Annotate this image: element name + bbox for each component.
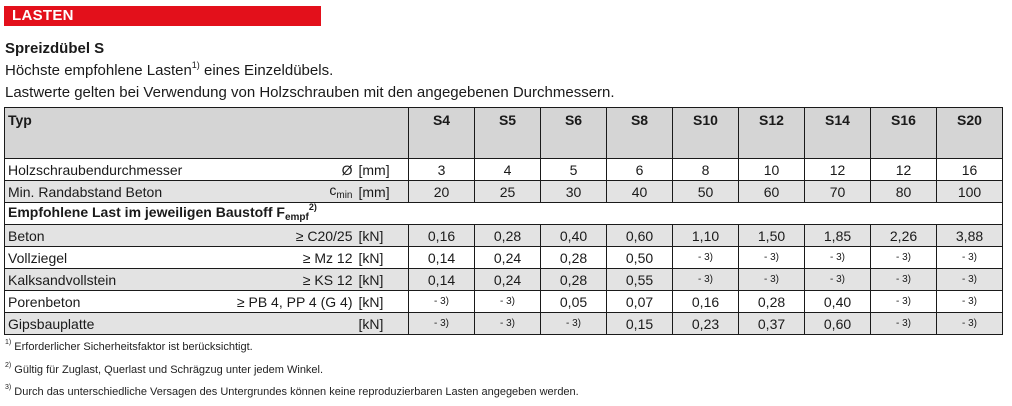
value-cell: - 3) [937, 313, 1003, 335]
value-cell: 40 [607, 181, 673, 203]
value-cell: 0,14 [409, 269, 475, 291]
condition-subscript: min [336, 190, 353, 201]
value-cell: - 3) [739, 247, 805, 269]
table-header-row [5, 108, 1003, 159]
value-cell: - 3) [673, 247, 739, 269]
row-condition [225, 225, 356, 247]
table-row [5, 225, 1003, 247]
value-cell: 30 [541, 181, 607, 203]
subtitle-rest: eines Einzeldübels. [199, 62, 334, 79]
value-cell: 3,88 [937, 225, 1003, 247]
value-cell: 8 [673, 159, 739, 181]
condition-text: c [329, 182, 337, 198]
value-cell: - 3) [409, 313, 475, 335]
subtitle-text: Höchste empfohlene Lasten [5, 62, 192, 79]
row-unit: [kN] [356, 291, 409, 313]
table-row [5, 269, 1003, 291]
section-subscript: empf [284, 212, 309, 223]
footnote-2 [5, 364, 323, 376]
value-cell: 0,40 [805, 291, 871, 313]
footnote-ref: 1) [191, 60, 200, 70]
value-cell: - 3) [871, 269, 937, 291]
value-cell: 0,05 [541, 291, 607, 313]
size-header-s14: S14 [805, 108, 871, 159]
size-header-s6: S6 [541, 108, 607, 159]
value-cell: 50 [673, 181, 739, 203]
size-header-s8: S8 [607, 108, 673, 159]
footnote-text: Durch das unterschiedliche Versagen des Untergrundes können keine reproduzierbaren Lasten angegeben werden. [11, 386, 579, 398]
value-cell: 0,23 [673, 313, 739, 335]
value-cell: 0,15 [607, 313, 673, 335]
condition-text: ≥ Mz 12 [302, 249, 353, 266]
value-cell: 0,28 [475, 225, 541, 247]
value-cell: 20 [409, 181, 475, 203]
value-cell: 0,16 [673, 291, 739, 313]
row-label: Vollziegel [5, 247, 225, 269]
row-unit: [mm] [356, 181, 409, 203]
section-header [5, 203, 1003, 225]
value-cell: 0,14 [409, 247, 475, 269]
value-cell: 0,24 [475, 247, 541, 269]
table-row [5, 159, 1003, 181]
row-label: Porenbeton [5, 291, 225, 313]
row-condition [225, 181, 356, 203]
value-cell: 12 [805, 159, 871, 181]
section-footnote-ref: 2) [308, 202, 317, 212]
value-cell: 80 [871, 181, 937, 203]
row-condition [225, 269, 356, 291]
subtitle [5, 62, 333, 79]
value-cell: - 3) [937, 269, 1003, 291]
load-table [4, 107, 1003, 335]
value-cell: 0,37 [739, 313, 805, 335]
row-label: Beton [5, 225, 225, 247]
table-row [5, 313, 1003, 335]
table-row [5, 291, 1003, 313]
value-cell: 1,10 [673, 225, 739, 247]
row-condition [225, 247, 356, 269]
condition-text: ≥ PB 4, PP 4 (G 4) [236, 293, 353, 310]
value-cell: 2,26 [871, 225, 937, 247]
row-label: Min. Randabstand Beton [5, 181, 225, 203]
footnote-text: Gültig für Zuglast, Querlast und Schrägzug unter jedem Winkel. [11, 364, 324, 376]
value-cell: 5 [541, 159, 607, 181]
footnote-mark: 2) [5, 362, 12, 369]
footnote-mark: 1) [5, 339, 12, 346]
row-label: Kalksandvollstein [5, 269, 225, 291]
size-header-s10: S10 [673, 108, 739, 159]
value-cell: 1,50 [739, 225, 805, 247]
type-header: Typ [5, 108, 409, 159]
row-condition [225, 313, 356, 335]
value-cell: 0,24 [475, 269, 541, 291]
value-cell: 3 [409, 159, 475, 181]
size-header-s16: S16 [871, 108, 937, 159]
value-cell: 1,85 [805, 225, 871, 247]
row-unit: [kN] [356, 247, 409, 269]
section-header-row [5, 203, 1003, 225]
condition-text: Ø [341, 161, 353, 178]
value-cell: 6 [607, 159, 673, 181]
value-cell: 0,28 [541, 269, 607, 291]
row-unit: [mm] [356, 159, 409, 181]
value-cell: 0,07 [607, 291, 673, 313]
value-cell: - 3) [541, 313, 607, 335]
size-header-s20: S20 [937, 108, 1003, 159]
footnote-3 [5, 386, 579, 398]
value-cell: 0,60 [607, 225, 673, 247]
value-cell: - 3) [871, 291, 937, 313]
value-cell: - 3) [739, 269, 805, 291]
value-cell: - 3) [871, 247, 937, 269]
value-cell: - 3) [937, 247, 1003, 269]
table-row [5, 247, 1003, 269]
value-cell: 10 [739, 159, 805, 181]
value-cell: 12 [871, 159, 937, 181]
value-cell: - 3) [937, 291, 1003, 313]
size-header-s12: S12 [739, 108, 805, 159]
value-cell: 16 [937, 159, 1003, 181]
product-title: Spreizdübel S [5, 40, 105, 57]
value-cell: - 3) [475, 313, 541, 335]
table-row [5, 181, 1003, 203]
size-header-s5: S5 [475, 108, 541, 159]
section-banner: LASTEN [4, 6, 321, 26]
value-cell: - 3) [805, 247, 871, 269]
value-cell: - 3) [475, 291, 541, 313]
value-cell: 0,28 [541, 247, 607, 269]
value-cell: 0,50 [607, 247, 673, 269]
condition-text: ≥ C20/25 [295, 227, 353, 244]
row-label: Holzschraubendurchmesser [5, 159, 225, 181]
value-cell: 0,28 [739, 291, 805, 313]
value-cell: 4 [475, 159, 541, 181]
row-condition [225, 159, 356, 181]
value-cell: 100 [937, 181, 1003, 203]
value-cell: 70 [805, 181, 871, 203]
row-unit: [kN] [356, 225, 409, 247]
value-cell: 60 [739, 181, 805, 203]
footnote-mark: 3) [5, 384, 12, 391]
value-cell: 0,55 [607, 269, 673, 291]
value-cell: - 3) [871, 313, 937, 335]
value-cell: 0,16 [409, 225, 475, 247]
value-cell: 0,60 [805, 313, 871, 335]
value-cell: - 3) [673, 269, 739, 291]
row-condition [225, 291, 356, 313]
section-label: Empfohlene Last im jeweiligen Baustoff F [8, 204, 285, 220]
value-cell: 25 [475, 181, 541, 203]
condition-text: ≥ KS 12 [302, 271, 353, 288]
value-cell: 0,40 [541, 225, 607, 247]
row-label: Gipsbauplatte [5, 313, 225, 335]
footnote-text: Erforderlicher Sicherheitsfaktor ist berücksichtigt. [11, 341, 253, 353]
footnote-1 [5, 341, 253, 353]
size-header-s4: S4 [409, 108, 475, 159]
value-cell: - 3) [409, 291, 475, 313]
row-unit: [kN] [356, 269, 409, 291]
row-unit: [kN] [356, 313, 409, 335]
description: Lastwerte gelten bei Verwendung von Holzschrauben mit den angegebenen Durchmessern. [5, 84, 615, 101]
value-cell: - 3) [805, 269, 871, 291]
